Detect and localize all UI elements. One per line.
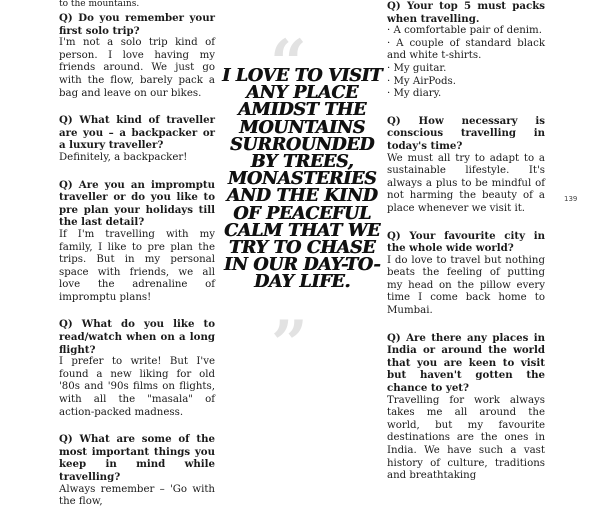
- qa-block: [387, 115, 545, 216]
- list-item: · My guitar.: [387, 63, 545, 76]
- right-column: [387, 0, 545, 497]
- qa-block: [59, 179, 215, 305]
- close-quote-mark-icon: ”: [271, 307, 308, 382]
- question: Q) Your top 5 must packs when travelling.: [387, 0, 545, 25]
- qa-block: [387, 0, 545, 101]
- question: Q) Your favourite city in the whole wide world?: [387, 229, 545, 255]
- qa-block: [59, 12, 215, 100]
- open-quote-mark-icon: “: [270, 26, 307, 101]
- question: Q) How necessary is conscious travelling in today's time?: [387, 114, 545, 152]
- answer: Always remember – 'Go with the flow,: [59, 483, 215, 508]
- question: Q) What are some of the most important things you keep in mind while travelling?: [59, 433, 215, 483]
- answer: If I'm travelling with my family, I like to pre plan the trips. But in my personal space with friends, we all love the adrenaline of impromptu plans!: [59, 228, 215, 303]
- pull-quote-column: [222, 68, 382, 292]
- list-item: · A comfortable pair of denim.: [387, 25, 545, 38]
- question: Q) Are there any places in India or around the world that you are keen to visit but haven't gotten the chance to yet?: [387, 331, 545, 395]
- list-item: · A couple of standard black and white t-shirts.: [387, 38, 545, 63]
- answer: We must all try to adapt to a sustainable lifestyle. It's always a plus to be mindful of not harming the beauty of a place whenever we visit it.: [387, 152, 545, 214]
- answer: Definitely, a backpacker!: [59, 151, 188, 163]
- continued-text-fragment: to the mountains.: [59, 0, 140, 9]
- left-column: [59, 0, 215, 523]
- question: Q) What do you like to read/watch when on a long flight?: [59, 318, 215, 356]
- question: Q) What kind of traveller are you – a backpacker or a luxury traveller?: [59, 114, 215, 152]
- answer: I do love to travel but nothing beats the feeling of putting my head on the pillow every time I come back home to Mumbai.: [387, 254, 545, 317]
- list-item: · My diary.: [387, 88, 545, 101]
- question: Q) Are you an impromptu traveller or do you like to pre plan your holidays till the last detail?: [59, 178, 215, 229]
- page-number: 139: [564, 195, 578, 203]
- list-item: · My AirPods.: [387, 76, 545, 89]
- answer: I'm not a solo trip kind of person. I love having my friends around. We just go with the flow, barely pack a bag and leave on our bikes.: [59, 37, 215, 99]
- qa-block: [59, 318, 215, 419]
- qa-block: [387, 230, 545, 318]
- pull-quote: I LOVE TO VISIT ANY PLACE AMIDST THE MOUNTAINS SURROUNDED BY TREES, MONASTERIES AND THE KIND OF PEACEFUL CALM THAT WE TRY TO CHASE IN OUR DAY-TO-DAY LIFE.: [222, 66, 382, 293]
- answer: I prefer to write! But I've found a new liking for old '80s and '90s films on flights, with all the "masala" of action-packed madness.: [59, 356, 215, 418]
- answer: Travelling for work always takes me all around the world, but my favourite destinations are the ones in India. We have such a vast history of culture, traditions and breathtaking: [387, 394, 545, 482]
- question: Q) Do you remember your first solo trip?: [59, 12, 215, 37]
- qa-block: [387, 332, 545, 483]
- qa-block: [59, 433, 215, 509]
- qa-block: [59, 114, 215, 164]
- packing-list: [387, 25, 545, 101]
